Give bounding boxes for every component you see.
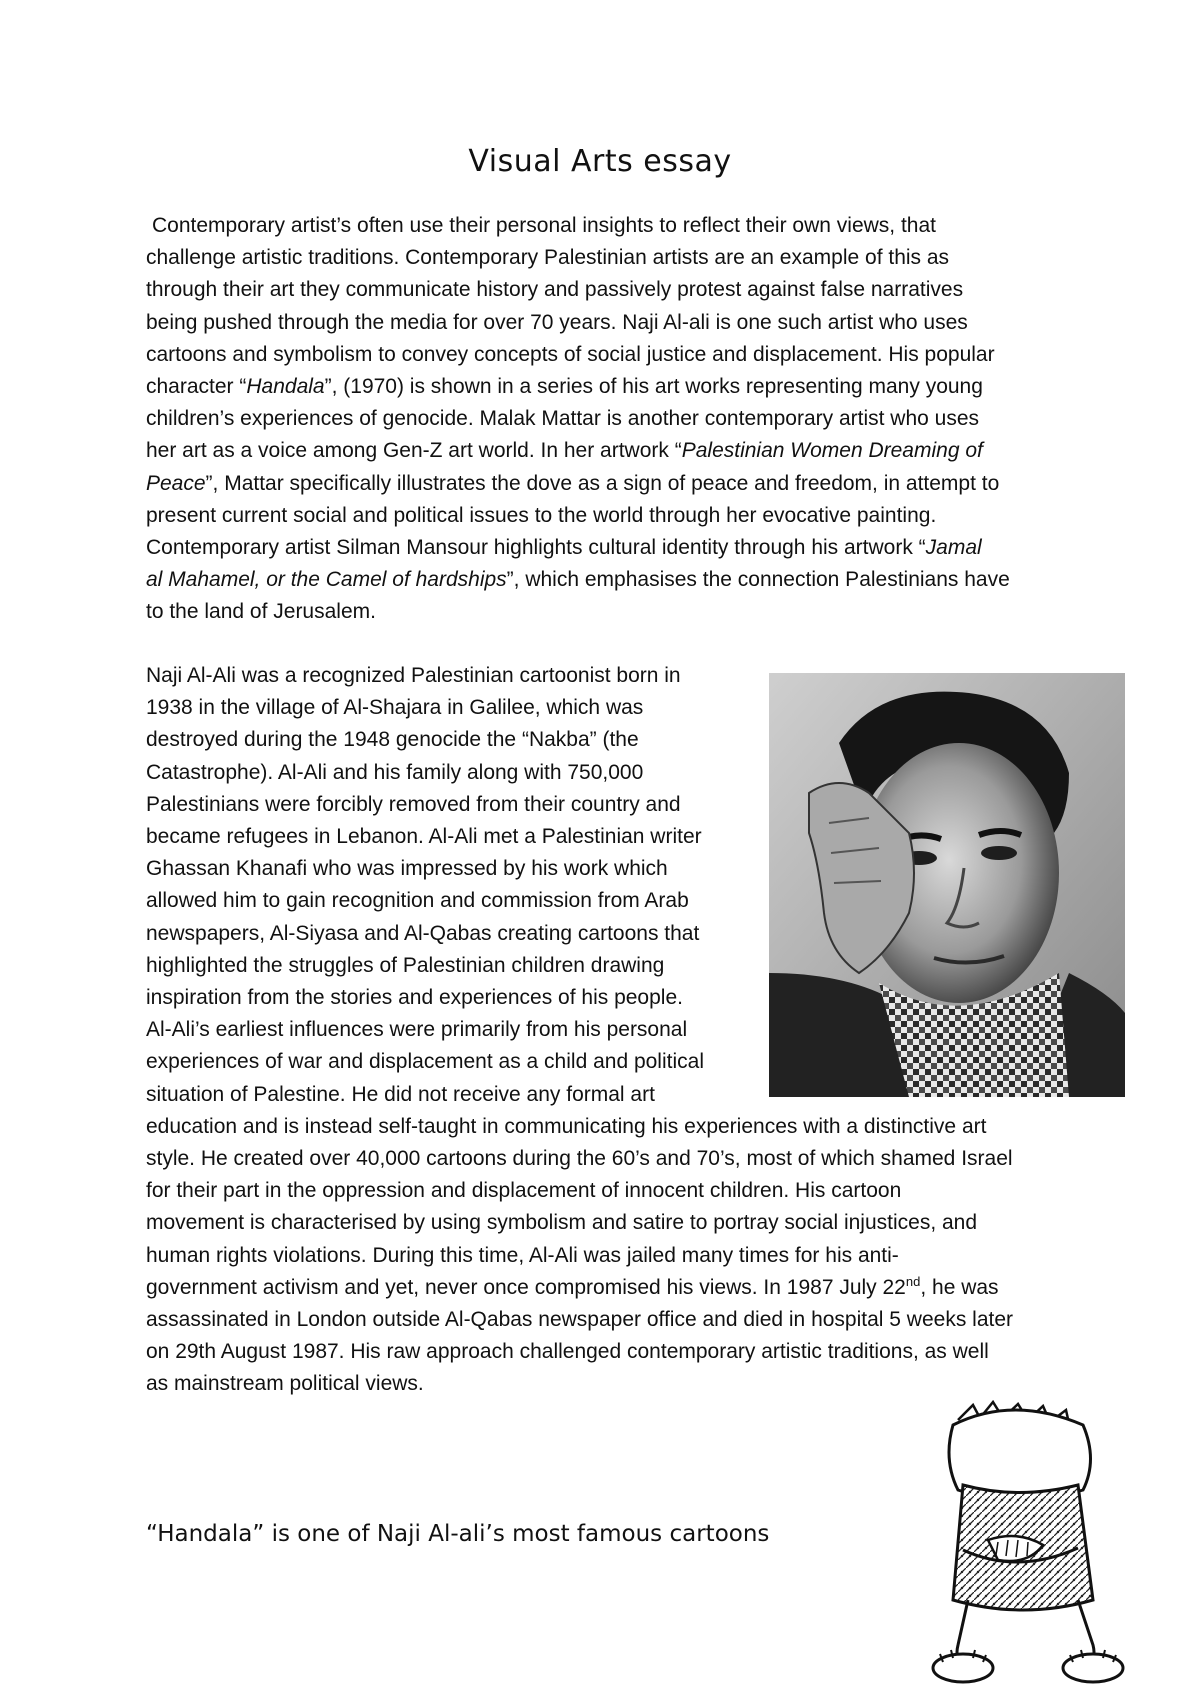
text-run: her art as a voice among Gen-Z art world. In her artwork “ [146,439,682,463]
italic-artwork-title: Peace [146,471,206,495]
paragraph-line: Palestinians were forcibly removed from their country and [146,792,681,816]
paragraph-line: to the land of Jerusalem. [146,600,376,624]
intro-paragraph [146,210,1066,629]
paragraph-line [146,532,1066,564]
text-run: government activism and yet, never once compromised his views. In 1987 July 22 [146,1275,906,1299]
paragraph-line: experiences of war and displacement as a child and political [146,1050,704,1074]
paragraph-line: became refugees in Lebanon. Al-Ali met a Palestinian writer [146,825,702,849]
paragraph-line: present current social and political issues to the world through her evocative painting. [146,503,937,527]
handala-cartoon [918,1400,1148,1690]
paragraph-line: Naji Al-Ali was a recognized Palestinian cartoonist born in [146,664,681,687]
paragraph-line: as mainstream political views. [146,1372,424,1396]
paragraph-line: on 29th August 1987. His raw approach challenged contemporary artistic traditions, as well [146,1340,989,1364]
paragraph-line [146,564,1066,596]
paragraph-line: allowed him to gain recognition and commission from Arab [146,889,689,913]
italic-artwork-title: Palestinian Women Dreaming of [681,439,983,463]
text-run: Contemporary artist Silman Mansour highlights cultural identity through his artwork “ [146,536,926,560]
italic-artwork-title: Jamal [925,536,982,560]
text-run: ”, Mattar specifically illustrates the dove as a sign of peace and freedom, in attempt to [205,471,1000,495]
paragraph-line: being pushed through the media for over 70 years. Naji Al-ali is one such artist who uses [146,310,968,334]
text-run: character “ [146,375,247,399]
paragraph-line: destroyed during the 1948 genocide the “Nakba” (the [146,728,639,752]
paragraph-line: human rights violations. During this time, Al-Ali was jailed many times for his anti- [146,1243,899,1267]
portrait-photo [769,673,1125,1097]
text-run: ”, (1970) is shown in a series of his art works representing many young [324,375,983,399]
paragraph-line [146,468,1066,500]
text-run: ”, which emphasises the connection Palestinians have [506,568,1010,592]
paragraph-line: newspapers, Al-Siyasa and Al-Qabas creating cartoons that [146,921,700,945]
paragraph-line: children’s experiences of genocide. Malak Mattar is another contemporary artist who uses [146,407,980,431]
paragraph-line: Al-Ali’s earliest influences were primarily from his personal [146,1018,688,1042]
paragraph-line: assassinated in London outside Al-Qabas newspaper office and died in hospital 5 weeks later [146,1308,1014,1332]
italic-artwork-title: al Mahamel, or the Camel of hardships [146,568,507,592]
paragraph-line: movement is characterised by using symbolism and satire to portray social injustices, and [146,1211,978,1235]
paragraph-line: Contemporary artist’s often use their personal insights to reflect their own views, that [152,214,936,237]
paragraph-line [146,1272,1066,1304]
paragraph-line: challenge artistic traditions. Contemporary Palestinian artists are an example of this as [146,246,950,270]
paragraph-line: Catastrophe). Al-Ali and his family along with 750,000 [146,760,644,784]
cartoon-caption: “Handala” is one of Naji Al-ali’s most famous cartoons [146,1521,770,1547]
paragraph-line [146,435,1066,467]
paragraph-line: for their part in the oppression and displacement of innocent children. His cartoon [146,1179,902,1203]
paragraph-line: style. He created over 40,000 cartoons during the 60’s and 70’s, most of which shamed Israel [146,1147,1013,1171]
italic-title-handala: Handala [246,375,325,399]
text-run: , he was [920,1275,999,1299]
paragraph-line: through their art they communicate history and passively protest against false narratives [146,278,964,302]
paragraph-line: inspiration from the stories and experiences of his people. [146,986,683,1010]
ordinal-superscript: nd [905,1273,921,1289]
paragraph-line: Ghassan Khanafi who was impressed by his work which [146,857,668,881]
paragraph-line: cartoons and symbolism to convey concepts of social justice and displacement. His popular [146,342,995,366]
document-title: Visual Arts essay [468,144,732,179]
paragraph-line [146,371,1066,403]
paragraph-line: 1938 in the village of Al-Shajara in Galilee, which was [146,696,644,720]
paragraph-line: highlighted the struggles of Palestinian children drawing [146,953,665,977]
paragraph-line: education and is instead self-taught in communicating his experiences with a distinctive art [146,1114,987,1138]
paragraph-line: situation of Palestine. He did not receive any formal art [146,1082,655,1106]
